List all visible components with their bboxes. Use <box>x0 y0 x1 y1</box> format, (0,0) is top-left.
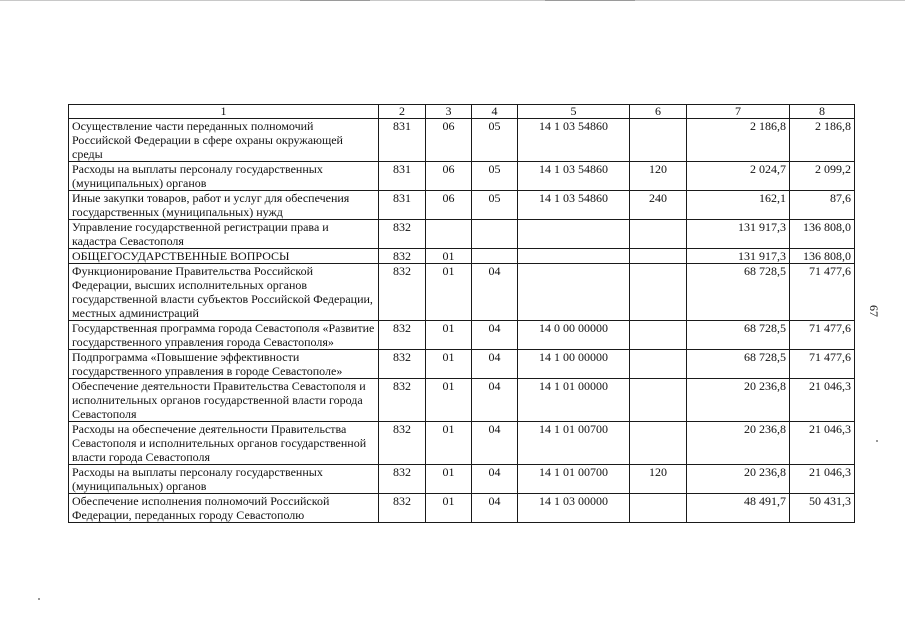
row-col3: 01 <box>426 321 472 350</box>
row-col7: 20 236,8 <box>687 422 790 465</box>
table-row <box>69 494 855 523</box>
row-col4: 04 <box>472 494 518 523</box>
table-body <box>69 119 855 523</box>
row-col2: 832 <box>379 494 426 523</box>
header-col-3: 3 <box>426 105 472 119</box>
row-col3: 01 <box>426 379 472 422</box>
page-number: 67 <box>867 305 881 317</box>
row-col2: 832 <box>379 422 426 465</box>
scan-artifact-line <box>545 0 635 1</box>
row-col8: 136 808,0 <box>790 220 855 249</box>
row-col7: 2 024,7 <box>687 162 790 191</box>
row-col3: 01 <box>426 249 472 264</box>
row-col3: 01 <box>426 465 472 494</box>
row-name: Осуществление части переданных полномочий Российской Федерации в сфере охраны окружающей среды <box>69 119 379 162</box>
row-col2: 832 <box>379 465 426 494</box>
scan-artifact-line <box>300 0 370 1</box>
table-row <box>69 162 855 191</box>
row-col5: 14 1 01 00000 <box>518 379 630 422</box>
row-name: Подпрограмма «Повышение эффективности государственного управления в городе Севастополе» <box>69 350 379 379</box>
scan-speck <box>38 598 40 600</box>
row-col5 <box>518 220 630 249</box>
row-col8: 71 477,6 <box>790 350 855 379</box>
row-col8: 50 431,3 <box>790 494 855 523</box>
header-col-4: 4 <box>472 105 518 119</box>
row-name: ОБЩЕГОСУДАРСТВЕННЫЕ ВОПРОСЫ <box>69 249 379 264</box>
row-col6 <box>630 379 687 422</box>
row-col8: 136 808,0 <box>790 249 855 264</box>
row-col7: 68 728,5 <box>687 321 790 350</box>
row-col4 <box>472 249 518 264</box>
row-name: Управление государственной регистрации права и кадастра Севастополя <box>69 220 379 249</box>
table-row <box>69 191 855 220</box>
row-col5 <box>518 264 630 321</box>
table-row <box>69 465 855 494</box>
row-col6 <box>630 220 687 249</box>
row-col3: 06 <box>426 191 472 220</box>
row-col4: 04 <box>472 350 518 379</box>
table-row <box>69 249 855 264</box>
row-col2: 832 <box>379 220 426 249</box>
row-col6 <box>630 494 687 523</box>
row-col4: 05 <box>472 162 518 191</box>
row-col8: 71 477,6 <box>790 264 855 321</box>
header-col-2: 2 <box>379 105 426 119</box>
row-col8: 21 046,3 <box>790 379 855 422</box>
row-col6 <box>630 249 687 264</box>
row-col2: 831 <box>379 162 426 191</box>
row-col4: 04 <box>472 465 518 494</box>
row-col5: 14 1 03 54860 <box>518 119 630 162</box>
row-col6 <box>630 119 687 162</box>
header-col-5: 5 <box>518 105 630 119</box>
row-col6: 120 <box>630 465 687 494</box>
row-col8: 21 046,3 <box>790 465 855 494</box>
row-col6 <box>630 350 687 379</box>
row-col7: 48 491,7 <box>687 494 790 523</box>
header-col-8: 8 <box>790 105 855 119</box>
scan-speck <box>876 440 878 442</box>
row-name: Функционирование Правительства Российской Федерации, высших исполнительных органов государственной власти субъектов Российской Федерации, местных администраций <box>69 264 379 321</box>
row-col5: 14 1 01 00700 <box>518 422 630 465</box>
row-col7: 68 728,5 <box>687 350 790 379</box>
row-col8: 21 046,3 <box>790 422 855 465</box>
row-col4 <box>472 220 518 249</box>
table-row <box>69 119 855 162</box>
row-name: Государственная программа города Севастополя «Развитие государственного управления города Севастополя» <box>69 321 379 350</box>
row-col8: 87,6 <box>790 191 855 220</box>
row-col4: 05 <box>472 191 518 220</box>
header-row <box>69 105 855 119</box>
row-col8: 2 099,2 <box>790 162 855 191</box>
table-header <box>69 105 855 119</box>
row-col2: 832 <box>379 264 426 321</box>
header-col-1: 1 <box>69 105 379 119</box>
row-name: Иные закупки товаров, работ и услуг для обеспечения государственных (муниципальных) нужд <box>69 191 379 220</box>
row-col7: 2 186,8 <box>687 119 790 162</box>
row-col8: 71 477,6 <box>790 321 855 350</box>
row-col5 <box>518 249 630 264</box>
row-col3 <box>426 220 472 249</box>
row-col7: 162,1 <box>687 191 790 220</box>
row-name: Расходы на обеспечение деятельности Правительства Севастополя и исполнительных органов государственной власти города Севастополя <box>69 422 379 465</box>
row-col2: 832 <box>379 379 426 422</box>
budget-table <box>68 104 855 523</box>
row-col4: 04 <box>472 422 518 465</box>
row-col7: 20 236,8 <box>687 379 790 422</box>
row-col7: 20 236,8 <box>687 465 790 494</box>
row-col4: 04 <box>472 379 518 422</box>
row-name: Расходы на выплаты персоналу государственных (муниципальных) органов <box>69 465 379 494</box>
row-name: Расходы на выплаты персоналу государственных (муниципальных) органов <box>69 162 379 191</box>
row-col2: 831 <box>379 119 426 162</box>
row-col2: 832 <box>379 321 426 350</box>
row-col6 <box>630 264 687 321</box>
table-row <box>69 321 855 350</box>
row-col3: 06 <box>426 162 472 191</box>
row-col5: 14 1 03 54860 <box>518 162 630 191</box>
row-col4: 04 <box>472 321 518 350</box>
row-col2: 832 <box>379 249 426 264</box>
row-col2: 832 <box>379 350 426 379</box>
header-col-6: 6 <box>630 105 687 119</box>
row-col3: 01 <box>426 422 472 465</box>
table-row <box>69 379 855 422</box>
row-col7: 68 728,5 <box>687 264 790 321</box>
row-col2: 831 <box>379 191 426 220</box>
row-col3: 01 <box>426 264 472 321</box>
row-col6: 120 <box>630 162 687 191</box>
row-col5: 14 1 03 54860 <box>518 191 630 220</box>
row-col6: 240 <box>630 191 687 220</box>
row-col5: 14 1 03 00000 <box>518 494 630 523</box>
row-col5: 14 1 01 00700 <box>518 465 630 494</box>
row-col8: 2 186,8 <box>790 119 855 162</box>
header-col-7: 7 <box>687 105 790 119</box>
row-col5: 14 1 00 00000 <box>518 350 630 379</box>
row-col3: 01 <box>426 350 472 379</box>
row-col6 <box>630 321 687 350</box>
row-name: Обеспечение исполнения полномочий Российской Федерации, переданных городу Севастополю <box>69 494 379 523</box>
row-col4: 04 <box>472 264 518 321</box>
row-col3: 06 <box>426 119 472 162</box>
table-row <box>69 350 855 379</box>
table-row <box>69 422 855 465</box>
table-row <box>69 220 855 249</box>
row-col4: 05 <box>472 119 518 162</box>
row-col3: 01 <box>426 494 472 523</box>
row-col6 <box>630 422 687 465</box>
row-col7: 131 917,3 <box>687 220 790 249</box>
row-col7: 131 917,3 <box>687 249 790 264</box>
row-name: Обеспечение деятельности Правительства Севастополя и исполнительных органов государственной власти города Севастополя <box>69 379 379 422</box>
table-row <box>69 264 855 321</box>
row-col5: 14 0 00 00000 <box>518 321 630 350</box>
